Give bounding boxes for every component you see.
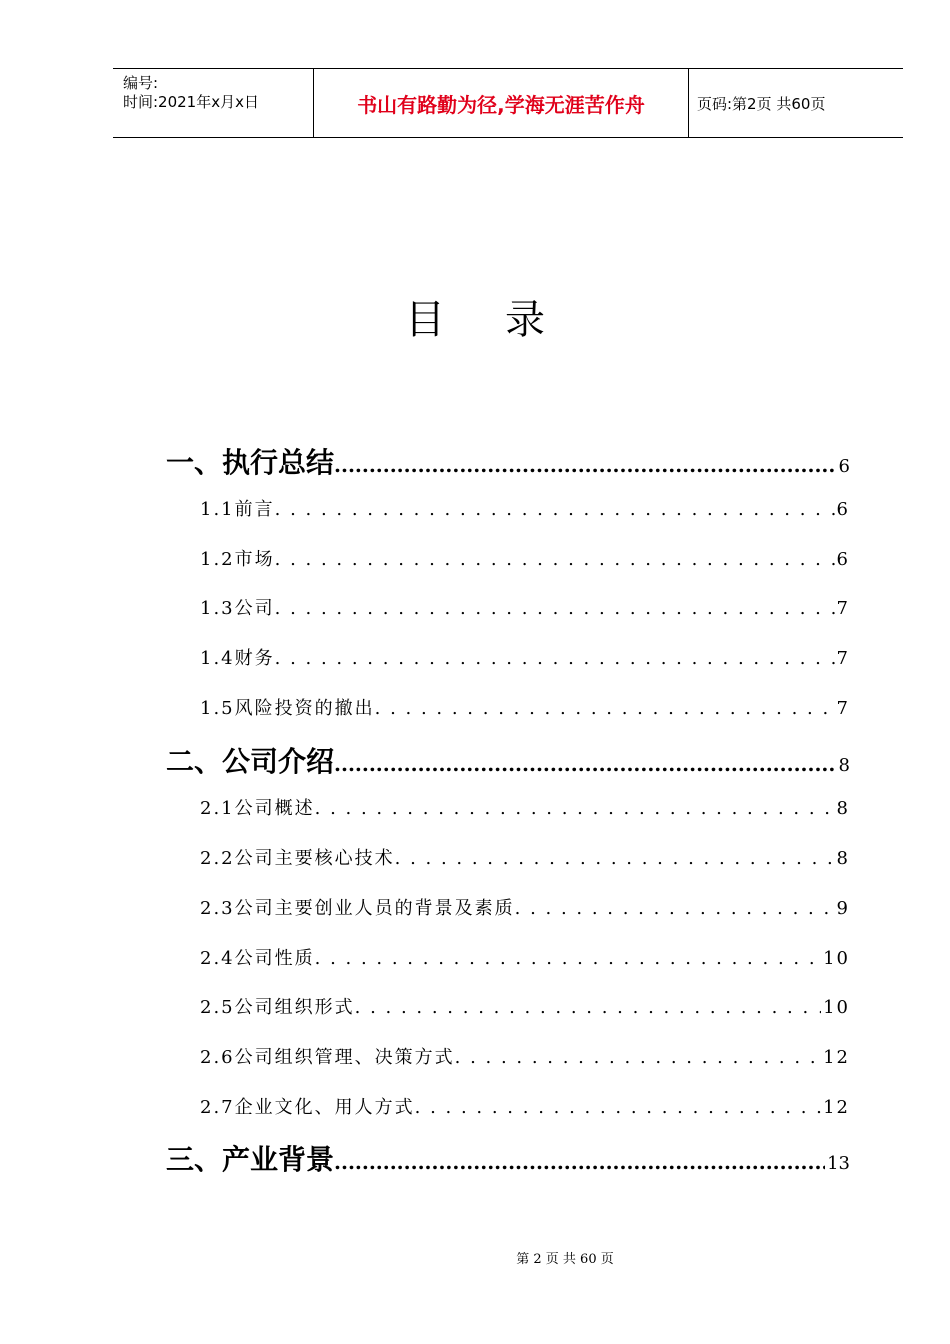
toc-leader-dots	[455, 1047, 821, 1068]
toc-entry-title: 2.3公司主要创业人员的背景及素质	[200, 898, 515, 919]
toc-chapter-entry[interactable]	[166, 441, 850, 481]
document-time-label: 时间:2021年x月x日	[123, 93, 259, 111]
toc-entry-title: 2.7企业文化、用人方式	[200, 1097, 415, 1118]
header-motto-cell	[314, 69, 689, 137]
toc-page-number: 8	[838, 755, 850, 776]
toc-entry-title: 2.5公司组织形式	[200, 997, 355, 1018]
toc-chapter-entry[interactable]	[166, 740, 850, 780]
toc-entry-title: 一、执行总结	[166, 446, 335, 479]
toc-leader-dots	[275, 549, 835, 570]
page-header	[113, 68, 903, 138]
toc-leader-dots	[375, 698, 835, 719]
toc-section-entry[interactable]	[200, 844, 850, 870]
toc-section-entry[interactable]	[200, 644, 850, 670]
toc-entry-title: 1.3公司	[200, 598, 275, 619]
toc-leader-dots	[395, 848, 835, 869]
toc-entry-title: 1.5风险投资的撤出	[200, 698, 375, 719]
toc-leader-dots	[355, 997, 821, 1018]
toc-section-entry[interactable]	[200, 794, 850, 820]
header-motto: 书山有路勤为径,学海无涯苦作舟	[357, 92, 645, 117]
toc-leader-dots	[334, 1143, 825, 1176]
toc-page-number: 8	[836, 848, 850, 869]
toc-page-number: 12	[823, 1097, 850, 1118]
toc-leader-dots	[515, 898, 835, 919]
toc-title: 目录	[405, 297, 605, 343]
toc-page-number: 6	[836, 549, 850, 570]
toc-leader-dots	[275, 499, 835, 520]
document-number-label: 编号:	[123, 74, 159, 92]
toc-leader-dots	[415, 1097, 821, 1118]
header-meta-cell	[113, 69, 314, 137]
toc-page-number: 12	[823, 1047, 850, 1068]
toc-page-number: 10	[823, 948, 850, 969]
toc-entry-title: 1.1前言	[200, 499, 275, 520]
toc-page-number: 10	[823, 997, 850, 1018]
toc-page-number: 7	[836, 598, 850, 619]
toc-section-entry[interactable]	[200, 1043, 850, 1069]
toc-page-number: 9	[836, 898, 850, 919]
toc-section-entry[interactable]	[200, 545, 850, 571]
toc-section-entry[interactable]	[200, 1093, 850, 1119]
toc-page-number: 7	[836, 648, 850, 669]
toc-entry-title: 2.6公司组织管理、决策方式	[200, 1047, 455, 1068]
toc-entry-title: 三、产业背景	[166, 1143, 335, 1176]
toc-section-entry[interactable]	[200, 894, 850, 920]
toc-leader-dots	[315, 798, 835, 819]
toc-section-entry[interactable]	[200, 993, 850, 1019]
toc-leader-dots	[315, 948, 821, 969]
toc-section-entry[interactable]	[200, 594, 850, 620]
toc-leader-dots	[275, 648, 835, 669]
toc-entry-title: 1.2市场	[200, 549, 275, 570]
toc-page-number: 7	[836, 698, 850, 719]
toc-page-number: 6	[838, 456, 850, 477]
toc-leader-dots	[275, 598, 835, 619]
toc-section-entry[interactable]	[200, 495, 850, 521]
toc-entry-title: 2.2公司主要核心技术	[200, 848, 395, 869]
toc-section-entry[interactable]	[200, 694, 850, 720]
toc-leader-dots	[334, 745, 837, 778]
toc-entry-title: 1.4财务	[200, 648, 275, 669]
toc-section-entry[interactable]	[200, 944, 850, 970]
header-page-info: 页码:第2页 共60页	[697, 94, 826, 113]
toc-entry-title: 二、公司介绍	[166, 745, 335, 778]
toc-page-number: 13	[827, 1153, 850, 1174]
toc-chapter-entry[interactable]	[166, 1138, 850, 1178]
toc-page-number: 6	[836, 499, 850, 520]
toc-page-number: 8	[836, 798, 850, 819]
header-page-cell	[689, 69, 903, 137]
page-footer: 第 2 页 共 60 页	[516, 1252, 614, 1267]
toc-leader-dots	[334, 446, 837, 479]
toc-entry-title: 2.1公司概述	[200, 798, 315, 819]
toc-entry-title: 2.4公司性质	[200, 948, 315, 969]
